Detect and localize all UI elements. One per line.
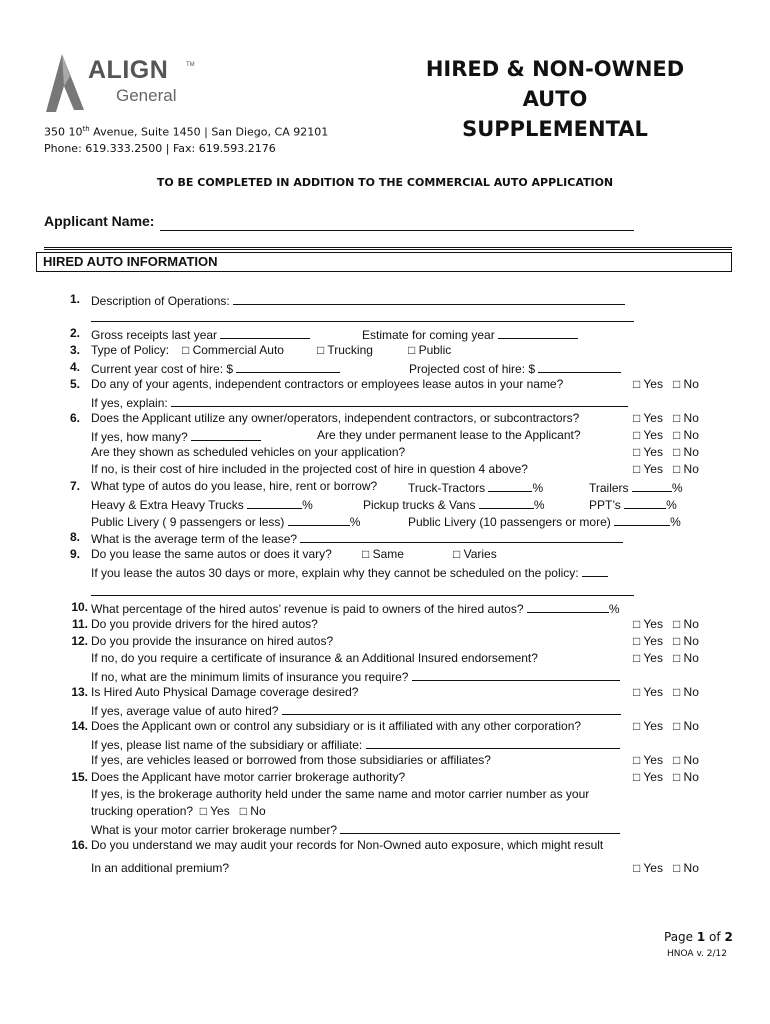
commercial-auto-checkbox[interactable]: □ Commercial Auto (182, 343, 284, 357)
q9-row-c (91, 583, 634, 599)
q1-label: Description of Operations: (91, 294, 230, 308)
no-checkbox[interactable]: □ No (672, 445, 699, 459)
q5-number: 5. (69, 377, 80, 391)
q3-label: Type of Policy: (91, 343, 170, 357)
yes-checkbox[interactable]: □ Yes (633, 445, 663, 459)
q10-row: What percentage of the hired autos’ revenue is paid to owners of the hired autos? % (91, 602, 620, 616)
q15-label-b: If yes, is the brokerage authority held under the same name and motor carrier number as your (91, 787, 590, 801)
q16-number: 16. (71, 838, 88, 852)
varies-checkbox[interactable]: □ Varies (453, 547, 497, 561)
q11-yes-no (633, 617, 699, 631)
yes-checkbox[interactable]: □ Yes (633, 411, 663, 425)
yes-checkbox[interactable]: □ Yes (633, 462, 663, 476)
align-general-logo (44, 50, 204, 116)
no-checkbox[interactable]: □ No (672, 411, 699, 425)
q5-explain-field[interactable] (171, 394, 628, 407)
q4-row-b (409, 360, 621, 376)
applicant-name-label: Applicant Name: (44, 213, 155, 229)
title-line-2: SUPPLEMENTAL (462, 117, 648, 141)
ppt-row: PPT’s % (589, 498, 677, 512)
q6d-yes-no (633, 445, 699, 459)
no-checkbox[interactable]: □ No (672, 462, 699, 476)
q4-number: 4. (69, 360, 80, 374)
q14-label-c: If yes, are vehicles leased or borrowed from those subsidiaries or affiliates? (91, 753, 491, 767)
q1-row (91, 292, 625, 308)
q13-number: 13. (71, 685, 88, 699)
q2-label-a: Gross receipts last year (91, 328, 218, 342)
q12-label-b: If no, do you require a certificate of insurance & an Additional Insured endorsement? (91, 651, 538, 665)
q1-number: 1. (69, 292, 80, 306)
trucking-checkbox[interactable]: □ Trucking (317, 343, 373, 357)
heavy-trucks-row: Heavy & Extra Heavy Trucks % (91, 498, 313, 512)
no-checkbox[interactable]: □ No (672, 719, 699, 733)
page-number: Page 1 of 2 (664, 930, 733, 944)
title-line-1: HIRED & NON-OWNED AUTO (425, 57, 685, 111)
q2-number: 2. (69, 326, 80, 340)
avg-value-field[interactable] (282, 702, 621, 715)
logo-tm: TM (186, 62, 195, 68)
q7-label-a: What type of autos do you lease, hire, rent or borrow? (91, 479, 378, 493)
q14-number: 14. (71, 719, 88, 733)
q12-yes-no (633, 634, 699, 648)
ppt-field[interactable] (624, 496, 666, 509)
document-title (390, 54, 720, 144)
q9-number: 9. (69, 547, 80, 561)
q13-row-b: If yes, average value of auto hired? (91, 702, 621, 718)
q1-field[interactable] (233, 292, 625, 305)
subsidiary-name-field[interactable] (366, 736, 620, 749)
divider (44, 247, 732, 248)
estimate-field[interactable] (498, 326, 578, 339)
company-address (44, 121, 328, 157)
q4-label-a: Current year cost of hire: $ (91, 362, 234, 376)
livery-small-field[interactable] (288, 513, 350, 526)
no-checkbox[interactable]: □ No (239, 804, 266, 818)
pickup-row: Pickup trucks & Vans % (363, 498, 545, 512)
yes-checkbox[interactable]: □ Yes (633, 634, 663, 648)
q7-number: 7. (69, 479, 80, 493)
q13-label: Is Hired Auto Physical Damage coverage desired? (91, 685, 359, 699)
projected-cost-field[interactable] (538, 360, 621, 373)
no-checkbox[interactable]: □ No (672, 428, 699, 442)
same-checkbox[interactable]: □ Same (362, 547, 404, 561)
form-version: HNOA v. 2/12 (667, 949, 728, 959)
livery-large-row: Public Livery (10 passengers or more) % (408, 515, 681, 529)
q9-label: Do you lease the same autos or does it vary? (91, 547, 332, 561)
q16-label: Do you understand we may audit your records for Non-Owned auto exposure, which might result (91, 838, 604, 852)
no-checkbox[interactable]: □ No (672, 634, 699, 648)
q6c-yes-no (633, 428, 699, 442)
q12-number: 12. (71, 634, 88, 648)
no-checkbox[interactable]: □ No (672, 753, 699, 767)
divider (44, 249, 732, 250)
gross-receipts-field[interactable] (220, 326, 310, 339)
q8-number: 8. (69, 530, 80, 544)
q4-label-b: Projected cost of hire: $ (409, 362, 536, 376)
q6-label: Does the Applicant utilize any owner/operators, independent contractors, or subcontractors? (91, 411, 580, 425)
yes-checkbox[interactable]: □ Yes (633, 685, 663, 699)
q1-field-2[interactable] (91, 309, 634, 322)
q15-yes-no (633, 770, 699, 784)
q6-row-b (91, 428, 261, 444)
no-checkbox[interactable]: □ No (672, 651, 699, 665)
q6-label-c: Are they under permanent lease to the Applicant? (317, 428, 581, 442)
yes-checkbox[interactable]: □ Yes (633, 753, 663, 767)
q12-label: Do you provide the insurance on hired autos? (91, 634, 334, 648)
q13-yes-no (633, 685, 699, 699)
street-address: 350 10th Avenue, Suite 1450 | San Diego, CA 92101 (44, 125, 329, 139)
q5-row-b (91, 394, 628, 410)
q15-row-f: What is your motor carrier brokerage number? (91, 821, 620, 837)
q6-label-d: Are they shown as scheduled vehicles on your application? (91, 445, 406, 459)
q5-label: Do any of your agents, independent contractors or employees lease autos in your name? (91, 377, 564, 391)
q10-number: 10. (71, 600, 88, 614)
no-checkbox[interactable]: □ No (672, 685, 699, 699)
q4-row (91, 360, 340, 376)
yes-checkbox[interactable]: □ Yes (633, 651, 663, 665)
revenue-pct-field[interactable] (527, 600, 609, 613)
section-header: HIRED AUTO INFORMATION (36, 252, 732, 272)
q14-row-b: If yes, please list name of the subsidiary or affiliate: (91, 736, 620, 752)
yes-checkbox[interactable]: □ Yes (633, 428, 663, 442)
q2-label-b: Estimate for coming year (362, 328, 495, 342)
q6-label-b: If yes, how many? (91, 430, 188, 444)
pickup-field[interactable] (479, 496, 534, 509)
q3-number: 3. (69, 343, 80, 357)
yes-checkbox[interactable]: □ Yes (633, 770, 663, 784)
truck-tractors-field[interactable] (488, 479, 532, 492)
livery-small-row: Public Livery ( 9 passengers or less) % (91, 515, 361, 529)
q16-yes-no (633, 861, 699, 875)
applicant-name-field[interactable] (160, 230, 634, 231)
q9-row-b: If you lease the autos 30 days or more, explain why they cannot be scheduled on the policy: (91, 564, 608, 580)
logo-sub: General (116, 86, 177, 105)
q11-label: Do you provide drivers for the hired autos? (91, 617, 318, 631)
q2-row-b (362, 326, 578, 342)
q14c-yes-no (633, 753, 699, 767)
no-checkbox[interactable]: □ No (672, 861, 699, 875)
yes-checkbox[interactable]: □ Yes (633, 617, 663, 631)
trailers-field[interactable] (632, 479, 672, 492)
yes-checkbox[interactable]: □ Yes (199, 804, 230, 818)
lease-term-field[interactable] (300, 530, 623, 543)
instructions-subtitle: TO BE COMPLETED IN ADDITION TO THE COMMERCIAL AUTO APPLICATION (156, 176, 614, 189)
q6-yes-no (633, 411, 699, 425)
yes-checkbox[interactable]: □ Yes (633, 377, 663, 391)
trailers-row: Trailers % (589, 481, 683, 495)
livery-large-field[interactable] (614, 513, 670, 526)
yes-checkbox[interactable]: □ Yes (633, 861, 663, 875)
q16-label-b: In an additional premium? (91, 861, 230, 875)
q6-number: 6. (69, 411, 80, 425)
q8-row: What is the average term of the lease? (91, 530, 623, 546)
public-checkbox[interactable]: □ Public (408, 343, 452, 357)
q5-label-b: If yes, explain: (91, 396, 168, 410)
how-many-field[interactable] (191, 428, 261, 441)
q9-explain-field-2[interactable] (91, 583, 634, 596)
logo-word: ALIGN (88, 56, 169, 84)
no-checkbox[interactable]: □ No (672, 770, 699, 784)
q15-number: 15. (71, 770, 88, 784)
heavy-trucks-field[interactable] (247, 496, 302, 509)
q2-row (91, 326, 310, 342)
no-checkbox[interactable]: □ No (672, 617, 699, 631)
q14-label: Does the Applicant own or control any subsidiary or is it affiliated with any other corporation? (91, 719, 582, 733)
q6e-yes-no (633, 462, 699, 476)
brokerage-number-field[interactable] (340, 821, 620, 834)
yes-checkbox[interactable]: □ Yes (633, 719, 663, 733)
q1-row-2 (91, 309, 634, 325)
no-checkbox[interactable]: □ No (672, 377, 699, 391)
q14-yes-no (633, 719, 699, 733)
phone-fax: Phone: 619.333.2500 | Fax: 619.593.2176 (44, 141, 276, 155)
q15-label: Does the Applicant have motor carrier brokerage authority? (91, 770, 406, 784)
q11-number: 11. (71, 617, 88, 631)
q15-row-c: trucking operation? □ Yes □ No (91, 804, 266, 818)
min-limits-field[interactable] (412, 668, 620, 681)
q12-row-c: If no, what are the minimum limits of insurance you require? (91, 668, 620, 684)
truck-tractors-row: Truck-Tractors % (408, 481, 544, 495)
q5-yes-no (633, 377, 699, 391)
current-cost-field[interactable] (236, 360, 340, 373)
q9-explain-field[interactable] (582, 564, 608, 577)
q12b-yes-no (633, 651, 699, 665)
q6-label-e: If no, is their cost of hire included in the projected cost of hire in question 4 above? (91, 462, 528, 476)
